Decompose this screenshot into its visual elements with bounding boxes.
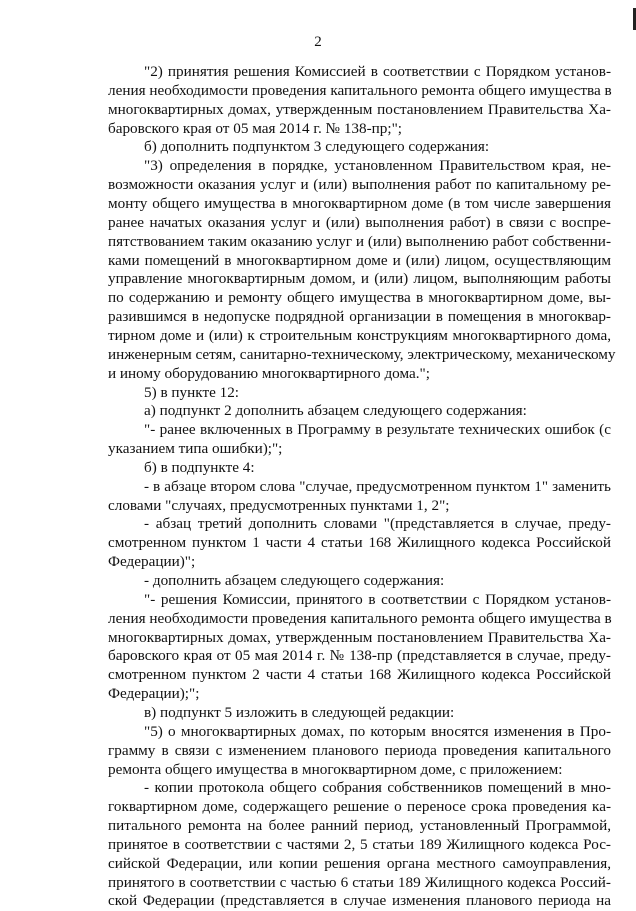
text-line: гоквартирном доме, содержащего решение о переносе срока проведения ка- bbox=[108, 798, 611, 816]
text-line: - дополнить абзацем следующего содержания: bbox=[144, 572, 445, 589]
text-line: "- ранее включенных в Программу в результате технических ошибок (с bbox=[144, 421, 611, 439]
text-line: Федерации);"; bbox=[108, 685, 200, 703]
page-number: 2 bbox=[314, 34, 322, 50]
text-line: грамму в связи с изменением планового периода проведения капитального bbox=[108, 741, 611, 759]
text-line: - копии протокола общего собрания собственников помещений в мно- bbox=[144, 779, 611, 797]
text-line: 5) в пункте 12: bbox=[144, 383, 240, 401]
text-line: ской Федерации (представляется в случае изменения планового периода на bbox=[108, 892, 611, 910]
text-line: а) подпункт 2 дополнить абзацем следующего содержания: bbox=[144, 402, 527, 420]
text-line: смотренном пунктом 2 части 4 статьи 168 Жилищного кодекса Российской bbox=[108, 666, 611, 684]
text-line: смотренном пунктом 1 части 4 статьи 168 Жилищного кодекса Российской bbox=[108, 534, 611, 552]
text-line: многоквартирных домах, утвержденным постановлением Правительства Ха- bbox=[108, 100, 611, 118]
text-line: и иному оборудованию многоквартирного дома."; bbox=[108, 364, 430, 382]
text-line: монту общего имущества в многоквартирном доме (в том числе завершения bbox=[108, 195, 611, 212]
text-line: питального ремонта на более ранний период, установленный Программой, bbox=[108, 817, 611, 834]
text-line: принятого в соответствии с частью 6 статьи 189 Жилищного кодекса Россий- bbox=[108, 873, 611, 891]
text-line: "3) определения в порядке, установленном Правительством края, не- bbox=[144, 157, 611, 175]
text-line: инженерным сетям, санитарно-техническому, электрическому, механическому bbox=[108, 345, 616, 363]
text-line: принятое в соответствии с частями 2, 5 статьи 189 Жилищного кодекса Рос- bbox=[108, 835, 611, 853]
text-line: разившимся в недопуске подрядной организации в помещения в многоквар- bbox=[108, 308, 611, 326]
text-line: в) подпункт 5 изложить в следующей редакции: bbox=[144, 703, 455, 721]
text-line: управление многоквартирным домом, и (или) лицом, выполняющим работы bbox=[108, 270, 611, 288]
text-line: б) в подпункте 4: bbox=[144, 458, 255, 476]
text-line: многоквартирных домах, утвержденным постановлением Правительства Ха- bbox=[108, 628, 611, 646]
text-line: "- решения Комиссии, принятого в соответствии с Порядком установ- bbox=[144, 590, 611, 608]
text-line: возможности оказания услуг и (или) выполнения работ по капитальному ре- bbox=[108, 176, 611, 194]
text-line: Федерации)"; bbox=[108, 553, 196, 571]
text-line: словами "случаях, предусмотренных пунктами 1, 2"; bbox=[108, 496, 450, 514]
text-line: по содержанию и ремонту общего имущества в многоквартирном доме, вы- bbox=[108, 289, 611, 307]
text-line: ранее начатых оказания услуг и (или) выполнения работ) в связи с воспре- bbox=[108, 213, 611, 231]
text-line: - абзац третий дополнить словами "(представляется в случае, преду- bbox=[144, 515, 611, 533]
text-line: ремонта общего имущества в многоквартирном доме, с приложением: bbox=[108, 760, 563, 778]
text-line: ления необходимости проведения капитального ремонта общего имущества в bbox=[108, 81, 612, 99]
text-line: сийской Федерации, или копии решения органа местного самоуправления, bbox=[108, 854, 611, 872]
text-line: ления необходимости проведения капитального ремонта общего имущества в bbox=[108, 609, 612, 627]
text-line: "2) принятия решения Комиссией в соответствии с Порядком установ- bbox=[144, 63, 611, 80]
text-line: баровского края от 05 мая 2014 г. № 138-пр;"; bbox=[108, 119, 403, 137]
text-line: б) дополнить подпунктом 3 следующего содержания: bbox=[144, 138, 490, 156]
text-line: баровского края от 05 мая 2014 г. № 138-пр (представляется в случае, преду- bbox=[108, 647, 611, 665]
text-line: "5) о многоквартирных домах, по которым вносятся изменения в Про- bbox=[144, 722, 611, 740]
text-line: ками помещений в многоквартирном доме и (или) лицом, осуществляющим bbox=[108, 251, 611, 269]
text-line: тирном доме и (или) к строительным конструкциям многоквартирного дома, bbox=[108, 326, 611, 344]
text-line: - в абзаце втором слова "случае, предусмотренном пунктом 1" заменить bbox=[144, 477, 611, 495]
text-line: указанием типа ошибки);"; bbox=[108, 440, 283, 457]
text-line: пятствованием таким оказанию услуг и (или) выполнению работ собственни- bbox=[108, 232, 611, 250]
